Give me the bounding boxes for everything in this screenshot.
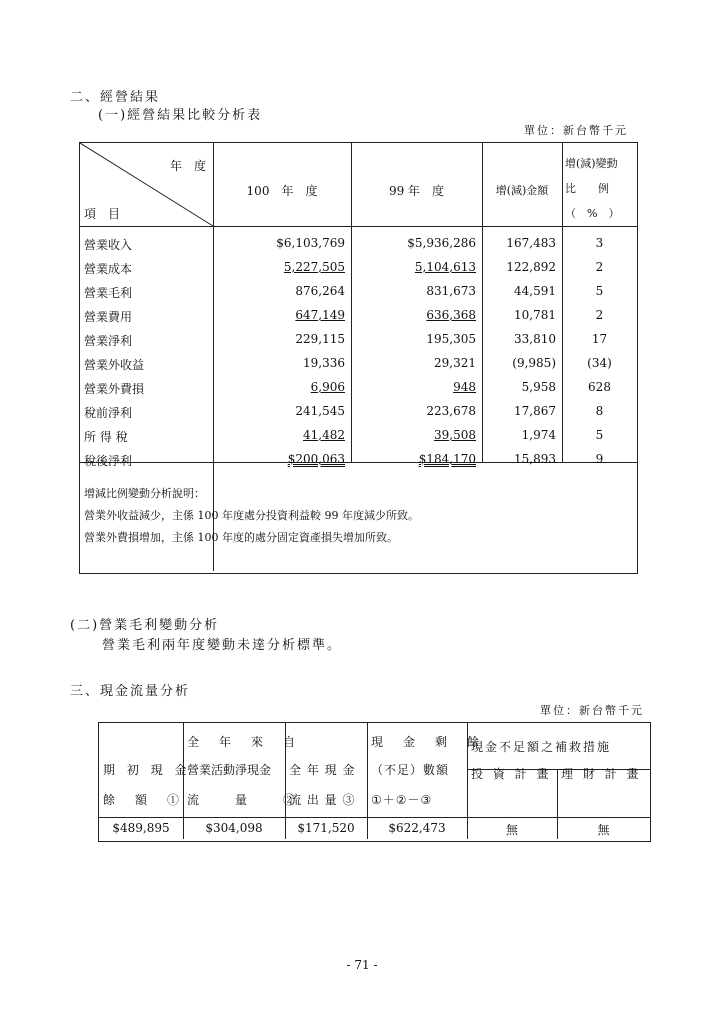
header-operating-l3: 流 量 ② — [187, 793, 300, 807]
cell-diff: 122,892 — [506, 260, 556, 274]
cell-99: 29,321 — [434, 356, 476, 370]
cell-100: 647,149 — [295, 308, 345, 322]
header-operating-l2: 營業活動淨現金 — [187, 763, 272, 777]
row-item-operating-income: 營業淨利 — [84, 334, 133, 348]
header-outflow-l3: 流 出 量 ③ — [289, 793, 356, 807]
row-item-gross-profit: 營業毛利 — [84, 286, 133, 300]
section-heading-cash-flow: 三、現金流量分析 — [70, 684, 191, 699]
subsection-heading-comparison: (一)經營結果比較分析表 — [98, 108, 263, 123]
cell-99: $5,936,286 — [407, 236, 476, 250]
header-ratio-line1: 增(減)變動 — [565, 157, 618, 170]
cell-diff: 15,893 — [514, 452, 556, 466]
header-opening-l3: 餘 額 ① — [103, 793, 184, 807]
cell-100: 241,545 — [295, 404, 345, 418]
cell-100: 229,115 — [295, 332, 345, 346]
cell-ratio: 2 — [595, 308, 604, 322]
header-remedy: 現金不足額之補救措施 — [471, 740, 612, 754]
header-col-99: 99 年 度 — [388, 184, 445, 198]
row-item-nonop-expense: 營業外費損 — [84, 382, 145, 396]
value-finance: 無 — [597, 823, 610, 837]
header-col-100: 100 年 度 — [246, 184, 318, 198]
gross-profit-text: 營業毛利兩年度變動未達分析標準。 — [102, 638, 343, 653]
section-heading-operating-results: 二、經營結果 — [70, 90, 161, 105]
cell-99: 39,508 — [434, 428, 476, 442]
note-line: 營業外收益減少，主係 100 年度處分投資利益較 99 年度減少所致。 — [84, 509, 419, 522]
header-opening-l2: 期 初 現 金 — [103, 763, 191, 777]
header-operating-l1: 全 年 來 自 — [187, 735, 300, 749]
cell-ratio: 9 — [595, 452, 604, 466]
cell-diff: 167,483 — [506, 236, 556, 250]
cell-99: 195,305 — [426, 332, 476, 346]
header-year: 年 度 — [170, 159, 207, 173]
cell-99: 948 — [453, 380, 476, 394]
cell-diff: 44,591 — [514, 284, 556, 298]
subsection-heading-gross-profit: (二)營業毛利變動分析 — [70, 618, 220, 633]
cell-99: $184,170 — [418, 452, 476, 466]
operating-results-table — [79, 142, 638, 574]
header-outflow-l2: 全 年 現 金 — [289, 763, 356, 777]
cell-100: $200,063 — [287, 452, 345, 466]
value-operating: $304,098 — [205, 821, 263, 835]
header-surplus-l3: ①＋②－③ — [371, 793, 433, 807]
cell-100: 6,906 — [310, 380, 345, 394]
row-item-income-tax: 所 得 稅 — [84, 430, 128, 444]
value-opening: $489,895 — [112, 821, 170, 835]
cell-ratio: 5 — [595, 428, 604, 442]
cell-diff: 5,958 — [521, 380, 556, 394]
cell-diff: 17,867 — [514, 404, 556, 418]
cell-99: 223,678 — [426, 404, 476, 418]
value-surplus: $622,473 — [388, 821, 446, 835]
header-ratio-line3: （ % ） — [565, 207, 620, 220]
row-item-expenses: 營業費用 — [84, 310, 133, 324]
page-number: - 71 - — [346, 958, 378, 972]
header-surplus-l2: （不足）數額 — [371, 763, 450, 777]
value-outflow: $171,520 — [297, 821, 355, 835]
row-item-revenue: 營業收入 — [84, 238, 133, 252]
cash-flow-table — [98, 722, 651, 842]
value-invest: 無 — [505, 823, 518, 837]
header-col-diff: 增(減)金額 — [495, 184, 549, 197]
row-item-cost: 營業成本 — [84, 262, 133, 276]
header-finance-plan: 理 財 計 畫 — [561, 767, 642, 781]
row-item-nonop-income: 營業外收益 — [84, 358, 145, 372]
cell-ratio: 17 — [591, 332, 608, 346]
header-invest-plan: 投 資 計 畫 — [471, 767, 552, 781]
cell-ratio: (34) — [587, 356, 612, 370]
cell-100: 876,264 — [295, 284, 345, 298]
cell-100: $6,103,769 — [276, 236, 345, 250]
cell-ratio: 628 — [588, 380, 611, 394]
cell-99: 831,673 — [426, 284, 476, 298]
row-item-net-income: 稅後淨利 — [84, 454, 133, 468]
header-ratio-line2: 比 例 — [565, 182, 609, 195]
cell-ratio: 3 — [595, 236, 604, 250]
cell-diff: (9,985) — [512, 356, 556, 370]
row-item-pretax-income: 稅前淨利 — [84, 406, 133, 420]
cell-100: 5,227,505 — [283, 260, 345, 274]
note-line: 營業外費損增加，主係 100 年度的處分固定資產損失增加所致。 — [84, 531, 398, 544]
cell-100: 41,482 — [303, 428, 345, 442]
cell-diff: 33,810 — [514, 332, 556, 346]
unit-label: 單位：新台幣千元 — [524, 124, 628, 137]
header-item: 項 目 — [84, 207, 121, 221]
cell-99: 636,368 — [426, 308, 476, 322]
cell-diff: 10,781 — [514, 308, 556, 322]
cell-ratio: 5 — [595, 284, 604, 298]
header-surplus-l1: 現 金 剩 餘 — [371, 735, 484, 749]
cell-ratio: 8 — [595, 404, 604, 418]
cell-99: 5,104,613 — [414, 260, 476, 274]
unit-label: 單位：新台幣千元 — [540, 704, 644, 717]
cell-diff: 1,974 — [521, 428, 556, 442]
cell-100: 19,336 — [303, 356, 345, 370]
notes-title: 增減比例變動分析說明： — [84, 487, 205, 500]
cell-ratio: 2 — [595, 260, 604, 274]
